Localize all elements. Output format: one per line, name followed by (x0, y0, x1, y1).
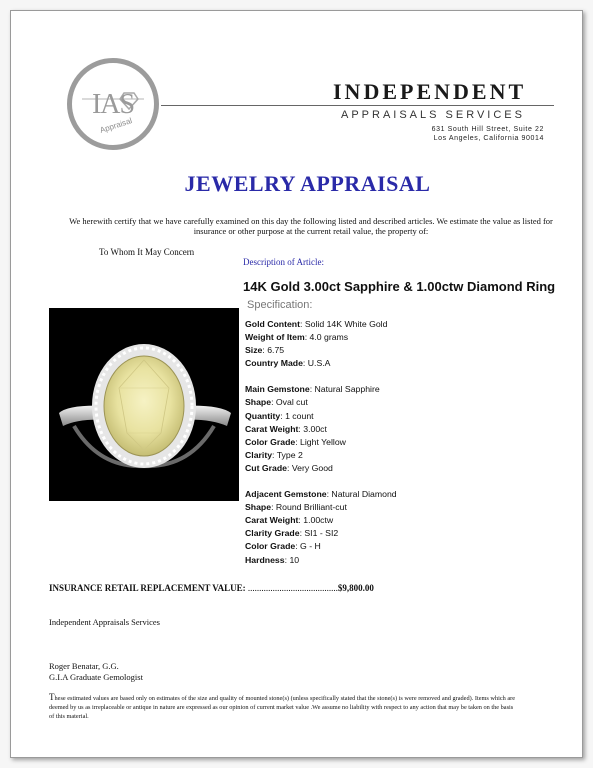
insurance-label: INSURANCE RETAIL REPLACEMENT VALUE: (49, 583, 246, 593)
spec-row: Quantity: 1 count (245, 410, 314, 421)
specification-list (245, 318, 545, 567)
spec-row: Cut Grade: Very Good (245, 462, 333, 473)
spec-row: Adjacent Gemstone: Natural Diamond (245, 489, 397, 500)
spec-row: Gold Content: Solid 14K White Gold (245, 319, 388, 329)
spec-row: Clarity Grade: SI1 - SI2 (245, 528, 339, 539)
spec-row: Color Grade: G - H (245, 541, 321, 552)
ias-logo (67, 58, 159, 150)
spec-row: Carat Weight: 1.00ctw (245, 515, 334, 526)
specification-label: Specification: (247, 299, 313, 311)
description-label: Description of Article: (243, 257, 324, 267)
logo-wordmark: IAS (91, 89, 135, 120)
certification-statement: We herewith certify that we have carefully examined on this day the following listed and described articles. We estimate the value as listed for insurance or other purpose at the current retail value, the property of: (69, 216, 553, 236)
spec-row: Clarity: Type 2 (245, 449, 303, 460)
recipient: To Whom It May Concern (99, 247, 195, 257)
ring-image-icon (49, 308, 239, 501)
appraiser-name: Roger Benatar, G.G. (49, 661, 119, 671)
spec-row: Shape: Round Brilliant-cut (245, 502, 347, 513)
spec-row: Country Made: U.S.A (245, 358, 331, 369)
spec-row: Hardness: 10 (245, 554, 300, 565)
logo-subtext: Appraisal (98, 116, 134, 135)
company-name: INDEPENDENT (333, 79, 527, 104)
spec-row: Size: 6.75 (245, 345, 285, 356)
document-title: JEWELRY APPRAISAL (184, 171, 431, 196)
spec-row: Weight of Item: 4.0 grams (245, 332, 349, 343)
company-subtitle: APPRAISALS SERVICES (341, 109, 525, 121)
signature-block (49, 661, 143, 683)
spec-row: Shape: Oval cut (245, 397, 308, 408)
address-line-2: Los Angeles, California 90014 (433, 135, 544, 142)
article-title: 14K Gold 3.00ct Sapphire & 1.00ctw Diamond Ring (243, 279, 556, 294)
ring-photo (49, 308, 239, 501)
insurance-value-line (49, 583, 569, 593)
header-divider (161, 105, 554, 106)
appraisal-certificate (10, 10, 583, 758)
leader-dots: ........................................ (247, 583, 338, 593)
spec-row: Color Grade: Light Yellow (245, 436, 346, 447)
signature-company: Independent Appraisals Services (49, 617, 160, 627)
disclaimer-text: hese estimated values are based only on estimates of the size and quality of mounted stone(s) (unless specifically stated that the stone(s) is were removed and graded). Items which are deemed by us as irreplaceable or antique in nature are expressed as our opinion of current market value .We assume no liability with respect to any action that may be taken on the basis of this material. (49, 695, 516, 720)
insurance-value: $9,800.00 (337, 583, 374, 593)
appraiser-credential: G.I.A Graduate Gemologist (49, 672, 143, 682)
disclaimer-initial: T (49, 692, 55, 702)
spec-row: Main Gemstone: Natural Sapphire (245, 384, 380, 395)
disclaimer (49, 693, 519, 721)
address-line-1: 631 South Hill Street, Suite 22 (431, 126, 544, 133)
spec-row: Carat Weight: 3.00ct (245, 423, 327, 434)
